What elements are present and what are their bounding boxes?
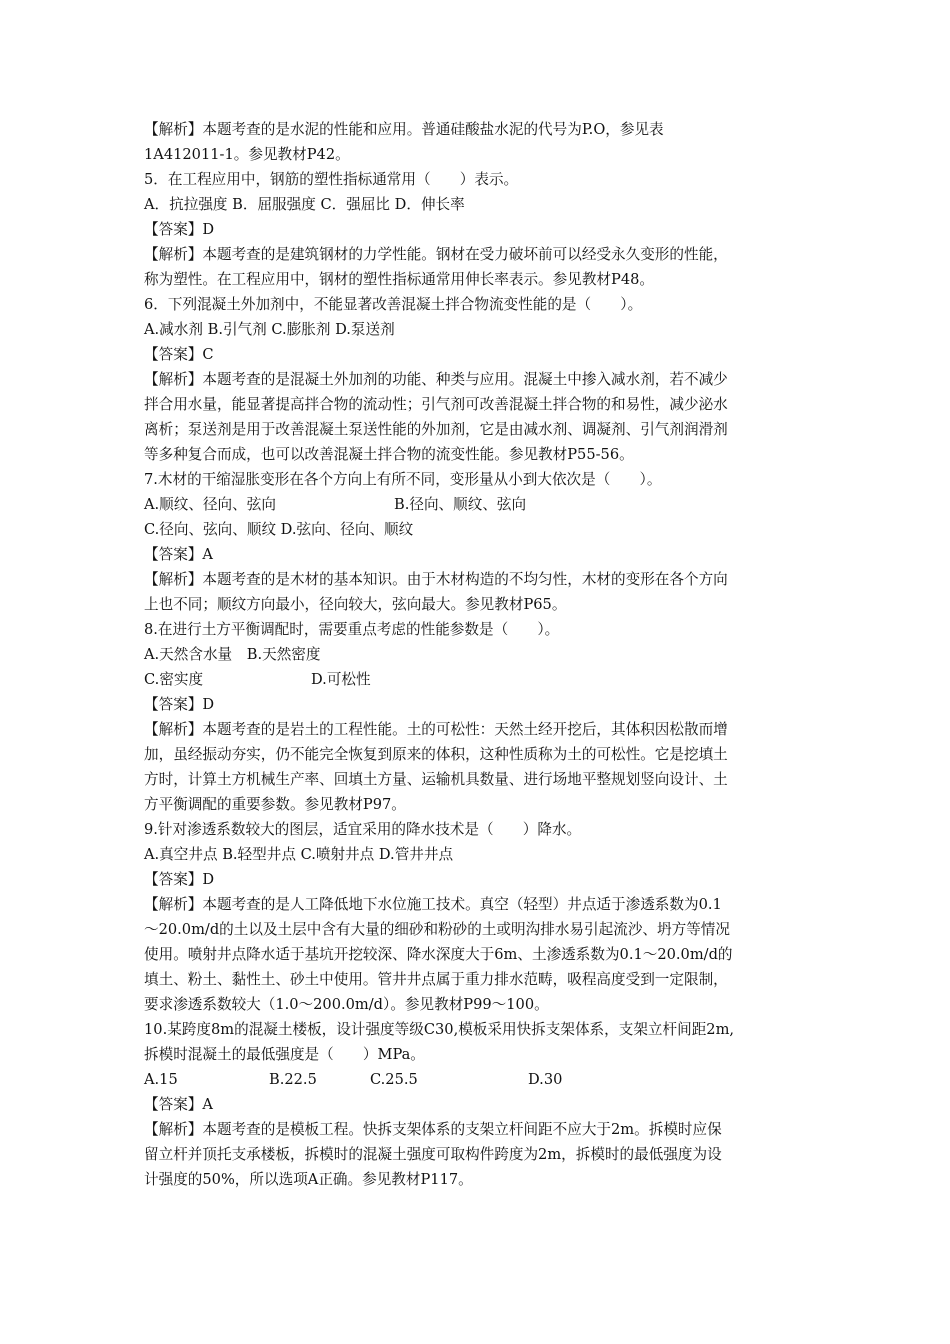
text-line: 拆模时混凝土的最低强度是（ ）MPa。 <box>144 1046 425 1063</box>
text-line: 计强度的50%，所以选项A正确。参见教材P117。 <box>144 1171 473 1188</box>
question-6: 6．下列混凝土外加剂中，不能显著改善混凝土拌合物流变性能的是（ ）。 <box>144 296 643 313</box>
option-b: B.径向、顺纹、弦向 <box>394 496 527 513</box>
question-8-options: A.天然含水量 B.天然密度 <box>144 646 321 663</box>
text-line: 方时，计算土方机械生产率、回填土方量、运输机具数量、进行场地平整规划竖向设计、土 <box>144 771 728 788</box>
text-line: 留立杆并顶托支承楼板，拆模时的混凝土强度可取构件跨度为2m，拆模时的最低强度为设 <box>144 1146 722 1163</box>
option-d: D.可松性 <box>311 671 371 688</box>
question-9: 9.针对渗透系数较大的图层，适宜采用的降水技术是（ ）降水。 <box>144 821 582 838</box>
text-line: 【解析】本题考查的是水泥的性能和应用。普通硅酸盐水泥的代号为P.O，参见表 <box>144 121 664 138</box>
answer-6: 【答案】C <box>144 346 214 363</box>
answer-10: 【答案】A <box>144 1096 213 1113</box>
text-line: 拌合用水量，能显著提高拌合物的流动性；引气剂可改善混凝土拌合物的和易性，减少泌水 <box>144 396 728 413</box>
text-line: 方平衡调配的重要参数。参见教材P97。 <box>144 796 406 813</box>
text-line: 使用。喷射井点降水适于基坑开挖较深、降水深度大于6m、土渗透系数为0.1～20.0m/d的 <box>144 946 733 963</box>
question-5-options: A．抗拉强度 B．屈服强度 C．强屈比 D．伸长率 <box>144 196 465 213</box>
text-line: ～20.0m/d的土以及土层中含有大量的细砂和粉砂的土或明沟排水易引起流沙、坍方等情况 <box>144 921 730 938</box>
answer-5: 【答案】D <box>144 221 215 238</box>
option-a: A.顺纹、径向、弦向 <box>144 496 276 513</box>
text-line: 【解析】本题考查的是建筑钢材的力学性能。钢材在受力破坏前可以经受永久变形的性能， <box>144 246 728 263</box>
text-line: 1A412011-1。参见教材P42。 <box>144 146 350 163</box>
question-6-options: A.减水剂 B.引气剂 C.膨胀剂 D.泵送剂 <box>144 321 395 338</box>
text-line: 【解析】本题考查的是模板工程。快拆支架体系的支架立杆间距不应大于2m。拆模时应保 <box>144 1121 722 1138</box>
option-d: D.30 <box>528 1071 563 1088</box>
question-7-options: C.径向、弦向、顺纹 D.弦向、径向、顺纹 <box>144 521 414 538</box>
text-line: 加，虽经振动夯实，仍不能完全恢复到原来的体积，这种性质称为土的可松性。它是挖填土 <box>144 746 728 763</box>
question-7: 7.木材的干缩湿胀变形在各个方向上有所不同，变形量从小到大依次是（ ）。 <box>144 471 662 488</box>
option-a: A.15 <box>144 1071 178 1088</box>
question-10: 10.某跨度8m的混凝土楼板，设计强度等级C30,模板采用快拆支架体系，支架立杆间距2m, <box>144 1021 735 1038</box>
question-8-options-row <box>144 667 814 692</box>
text-line: 【解析】本题考查的是岩土的工程性能。土的可松性：天然土经开挖后，其体积因松散而增 <box>144 721 728 738</box>
question-9-options: A.真空井点 B.轻型井点 C.喷射井点 D.管井井点 <box>144 846 454 863</box>
answer-9: 【答案】D <box>144 871 215 888</box>
text-line: 【解析】本题考查的是木材的基本知识。由于木材构造的不均匀性，木材的变形在各个方向 <box>144 571 728 588</box>
option-c: C.密实度 <box>144 671 204 688</box>
option-b: B.22.5 <box>269 1071 317 1088</box>
answer-7: 【答案】A <box>144 546 213 563</box>
question-5: 5．在工程应用中，钢筋的塑性指标通常用（ ）表示。 <box>144 171 519 188</box>
text-line: 上也不同；顺纹方向最小，径向较大，弦向最大。参见教材P65。 <box>144 596 567 613</box>
text-line: 要求渗透系数较大（1.0～200.0m/d）。参见教材P99～100。 <box>144 996 549 1013</box>
text-line: 离析；泵送剂是用于改善混凝土泵送性能的外加剂，它是由减水剂、调凝剂、引气剂润滑剂 <box>144 421 728 438</box>
text-line: 称为塑性。在工程应用中，钢材的塑性指标通常用伸长率表示。参见教材P48。 <box>144 271 654 288</box>
question-7-options-row <box>144 492 814 517</box>
text-line: 等多种复合而成，也可以改善混凝土拌合物的流变性能。参见教材P55-56。 <box>144 446 634 463</box>
question-8: 8.在进行土方平衡调配时，需要重点考虑的性能参数是（ ）。 <box>144 621 560 638</box>
text-line: 填土、粉土、黏性土、砂土中使用。管井井点属于重力排水范畴，吸程高度受到一定限制， <box>144 971 728 988</box>
option-c: C.25.5 <box>370 1071 418 1088</box>
text-line: 【解析】本题考查的是人工降低地下水位施工技术。真空（轻型）井点适于渗透系数为0.1 <box>144 896 722 913</box>
document-body <box>144 117 814 1192</box>
question-10-options-row <box>144 1067 814 1092</box>
answer-8: 【答案】D <box>144 696 215 713</box>
text-line: 【解析】本题考查的是混凝土外加剂的功能、种类与应用。混凝土中掺入减水剂，若不减少 <box>144 371 728 388</box>
